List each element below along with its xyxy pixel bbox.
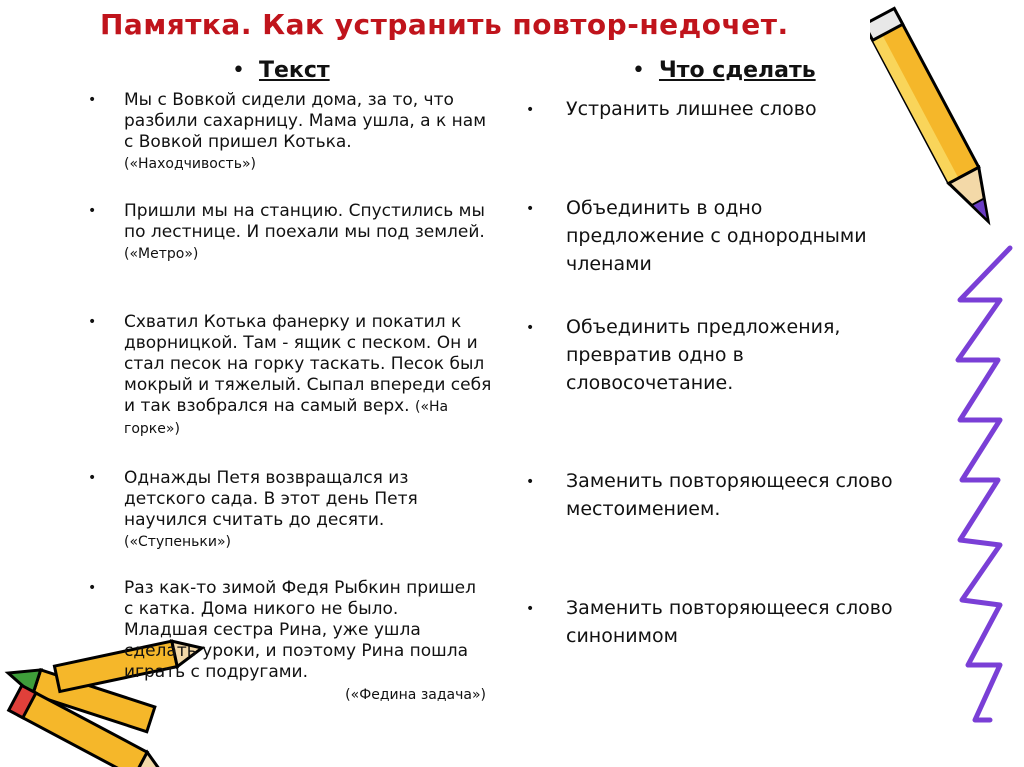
column-header-action-label: Что сделать	[658, 58, 816, 83]
text-example-4	[88, 468, 444, 553]
example-source: («Ступеньки»)	[124, 534, 231, 550]
example-text: Пришли мы на станцию. Спустились мы по лестнице. И поехали мы под землей.	[124, 201, 485, 242]
action-text: Объединить в одно предложение с однородными членами	[566, 197, 867, 275]
bullet: •	[88, 203, 97, 219]
bullet: •	[88, 580, 97, 596]
page-title: Памятка. Как устранить повтор-недочет.	[100, 8, 789, 41]
bullet: •	[88, 92, 97, 108]
example-text: Раз как-то зимой Федя Рыбкин пришел с катка. Дома никого не было. Младшая сестра Рина, уже ушла сделать уроки, и поэтому Рина пошла играть с подругами.	[124, 578, 476, 682]
action-text: Объединить предложения, превратив одно в словосочетание.	[566, 316, 841, 394]
bullet: •	[526, 474, 535, 490]
text-example-5	[88, 578, 486, 706]
bullet: •	[88, 470, 97, 486]
column-header-text-label: Текст	[258, 58, 330, 83]
example-text: Мы с Вовкой сидели дома, за то, что разбили сахарницу. Мама ушла, а к нам с Вовкой пришел Котька.	[124, 90, 487, 152]
text-example-1	[88, 90, 489, 175]
example-text: Однажды Петя возвращался из детского сада. В этот день Петя научился считать до десяти.	[124, 468, 418, 530]
bullet: •	[526, 201, 535, 217]
text-example-2	[88, 201, 494, 265]
example-source: («Находчивость»)	[124, 156, 256, 172]
example-text: Схватил Котька фанерку и покатил к дворницкой. Там - ящик с песком. Он и стал песок на горку таскать. Песок был мокрый и тяжелый. Сыпал впереди себя и так взобрался на самый верх.	[124, 312, 492, 416]
example-source: («Федина задача»)	[345, 687, 486, 703]
action-4	[526, 467, 931, 523]
action-3	[526, 313, 871, 397]
bullet: •	[526, 320, 535, 336]
column-header-text: • Текст	[232, 58, 330, 83]
bullet: •	[88, 314, 97, 330]
action-1	[526, 95, 926, 123]
bullet: •	[526, 601, 535, 617]
text-example-3	[88, 312, 494, 440]
example-source: («На горке»)	[124, 399, 449, 437]
action-5	[526, 594, 931, 650]
example-source: («Метро»)	[124, 246, 199, 262]
bullet: •	[526, 102, 535, 118]
action-text: Заменить повторяющееся слово местоимением.	[566, 470, 893, 520]
action-2	[526, 194, 901, 278]
action-text: Заменить повторяющееся слово синонимом	[566, 597, 893, 647]
column-header-action: • Что сделать	[632, 58, 816, 83]
action-text: Устранить лишнее слово	[566, 98, 817, 120]
